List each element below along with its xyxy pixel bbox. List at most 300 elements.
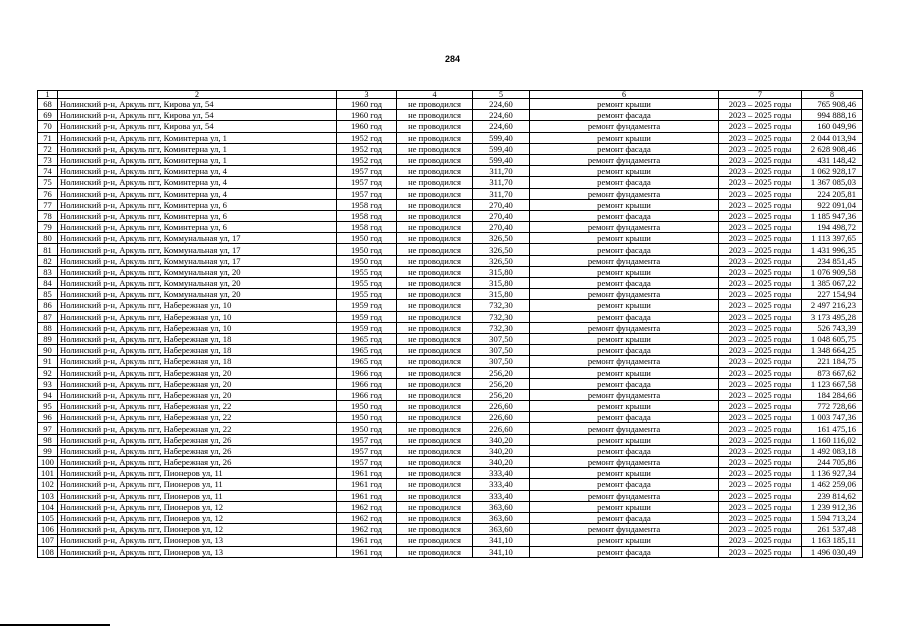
row-number: 80 [38, 233, 58, 244]
address-cell: Нолинский р-н, Аркуль пгт, Набережная ул, 18 [58, 356, 337, 367]
work-type-cell: ремонт фундамента [530, 289, 719, 300]
work-type-cell: ремонт фундамента [530, 356, 719, 367]
cost-cell: 221 184,75 [802, 356, 863, 367]
work-type-cell: ремонт фасада [530, 512, 719, 523]
work-type-cell: ремонт фундамента [530, 154, 719, 165]
last-repair-cell: не проводился [397, 457, 473, 468]
period-cell: 2023 – 2025 годы [719, 345, 802, 356]
last-repair-cell: не проводился [397, 222, 473, 233]
row-number: 82 [38, 255, 58, 266]
work-type-cell: ремонт фундамента [530, 322, 719, 333]
year-built-cell: 1950 год [337, 255, 397, 266]
year-built-cell: 1957 год [337, 434, 397, 445]
last-repair-cell: не проводился [397, 244, 473, 255]
year-built-cell: 1965 год [337, 356, 397, 367]
table-row [38, 389, 863, 400]
work-type-cell: ремонт фасада [530, 177, 719, 188]
address-cell: Нолинский р-н, Аркуль пгт, Набережная ул, 22 [58, 412, 337, 423]
address-cell: Нолинский р-н, Аркуль пгт, Набережная ул, 18 [58, 345, 337, 356]
cost-cell: 1 431 996,35 [802, 244, 863, 255]
work-type-cell: ремонт фасада [530, 445, 719, 456]
table-row [38, 333, 863, 344]
footer-rule [0, 624, 110, 626]
last-repair-cell: не проводился [397, 199, 473, 210]
last-repair-cell: не проводился [397, 445, 473, 456]
work-type-cell: ремонт фасада [530, 143, 719, 154]
page-number: 284 [444, 54, 461, 64]
period-cell: 2023 – 2025 годы [719, 222, 802, 233]
work-type-cell: ремонт фундамента [530, 389, 719, 400]
cost-cell: 227 154,94 [802, 289, 863, 300]
period-cell: 2023 – 2025 годы [719, 278, 802, 289]
period-cell: 2023 – 2025 годы [719, 255, 802, 266]
last-repair-cell: не проводился [397, 468, 473, 479]
period-cell: 2023 – 2025 годы [719, 479, 802, 490]
row-number: 98 [38, 434, 58, 445]
work-type-cell: ремонт фундамента [530, 490, 719, 501]
column-header: 6 [530, 91, 719, 99]
cost-cell: 772 728,66 [802, 401, 863, 412]
table-row [38, 412, 863, 423]
row-number: 74 [38, 166, 58, 177]
address-cell: Нолинский р-н, Аркуль пгт, Коммунальная ул, 17 [58, 255, 337, 266]
row-number: 81 [38, 244, 58, 255]
period-cell: 2023 – 2025 годы [719, 322, 802, 333]
address-cell: Нолинский р-н, Аркуль пгт, Пионеров ул, 11 [58, 490, 337, 501]
table-row [38, 266, 863, 277]
area-cell: 363,60 [473, 512, 530, 523]
period-cell: 2023 – 2025 годы [719, 210, 802, 221]
year-built-cell: 1959 год [337, 322, 397, 333]
last-repair-cell: не проводился [397, 412, 473, 423]
period-cell: 2023 – 2025 годы [719, 412, 802, 423]
cost-cell: 1 185 947,36 [802, 210, 863, 221]
work-type-cell: ремонт крыши [530, 266, 719, 277]
area-cell: 256,20 [473, 378, 530, 389]
area-cell: 224,60 [473, 110, 530, 121]
row-number: 103 [38, 490, 58, 501]
cost-cell: 1 003 747,36 [802, 412, 863, 423]
table-row [38, 490, 863, 501]
area-cell: 224,60 [473, 121, 530, 132]
row-number: 75 [38, 177, 58, 188]
year-built-cell: 1962 год [337, 512, 397, 523]
period-cell: 2023 – 2025 годы [719, 333, 802, 344]
cost-cell: 1 163 185,11 [802, 535, 863, 546]
period-cell: 2023 – 2025 годы [719, 244, 802, 255]
last-repair-cell: не проводился [397, 389, 473, 400]
address-cell: Нолинский р-н, Аркуль пгт, Кирова ул, 54 [58, 121, 337, 132]
area-cell: 599,40 [473, 132, 530, 143]
year-built-cell: 1957 год [337, 177, 397, 188]
address-cell: Нолинский р-н, Аркуль пгт, Кирова ул, 54 [58, 99, 337, 110]
area-cell: 315,80 [473, 289, 530, 300]
area-cell: 732,30 [473, 300, 530, 311]
area-cell: 326,50 [473, 244, 530, 255]
table-row [38, 311, 863, 322]
row-number: 72 [38, 143, 58, 154]
area-cell: 340,20 [473, 457, 530, 468]
column-header: 4 [397, 91, 473, 99]
table-row [38, 199, 863, 210]
year-built-cell: 1966 год [337, 389, 397, 400]
work-type-cell: ремонт фасада [530, 345, 719, 356]
period-cell: 2023 – 2025 годы [719, 233, 802, 244]
address-cell: Нолинский р-н, Аркуль пгт, Коммунальная ул, 20 [58, 278, 337, 289]
address-cell: Нолинский р-н, Аркуль пгт, Пионеров ул, 12 [58, 524, 337, 535]
cost-cell: 1 239 912,36 [802, 501, 863, 512]
work-type-cell: ремонт фасада [530, 378, 719, 389]
period-cell: 2023 – 2025 годы [719, 546, 802, 557]
table-row [38, 367, 863, 378]
table-body [38, 91, 863, 558]
period-cell: 2023 – 2025 годы [719, 490, 802, 501]
table-row [38, 524, 863, 535]
address-cell: Нолинский р-н, Аркуль пгт, Коминтерна ул, 1 [58, 132, 337, 143]
cost-cell: 922 091,04 [802, 199, 863, 210]
table-row [38, 300, 863, 311]
period-cell: 2023 – 2025 годы [719, 501, 802, 512]
area-cell: 224,60 [473, 99, 530, 110]
column-header: 3 [337, 91, 397, 99]
work-type-cell: ремонт фундамента [530, 121, 719, 132]
column-header: 8 [802, 91, 863, 99]
table-row [38, 143, 863, 154]
address-cell: Нолинский р-н, Аркуль пгт, Набережная ул, 20 [58, 389, 337, 400]
area-cell: 307,50 [473, 356, 530, 367]
cost-cell: 194 498,72 [802, 222, 863, 233]
period-cell: 2023 – 2025 годы [719, 389, 802, 400]
year-built-cell: 1961 год [337, 546, 397, 557]
column-header: 7 [719, 91, 802, 99]
last-repair-cell: не проводился [397, 524, 473, 535]
period-cell: 2023 – 2025 годы [719, 266, 802, 277]
cost-cell: 1 496 030,49 [802, 546, 863, 557]
year-built-cell: 1960 год [337, 121, 397, 132]
row-number: 73 [38, 154, 58, 165]
address-cell: Нолинский р-н, Аркуль пгт, Пионеров ул, 12 [58, 501, 337, 512]
cost-cell: 994 888,16 [802, 110, 863, 121]
row-number: 91 [38, 356, 58, 367]
period-cell: 2023 – 2025 годы [719, 121, 802, 132]
year-built-cell: 1950 год [337, 244, 397, 255]
work-type-cell: ремонт фасада [530, 412, 719, 423]
last-repair-cell: не проводился [397, 479, 473, 490]
row-number: 87 [38, 311, 58, 322]
last-repair-cell: не проводился [397, 166, 473, 177]
period-cell: 2023 – 2025 годы [719, 188, 802, 199]
last-repair-cell: не проводился [397, 322, 473, 333]
cost-cell: 234 851,45 [802, 255, 863, 266]
period-cell: 2023 – 2025 годы [719, 445, 802, 456]
address-cell: Нолинский р-н, Аркуль пгт, Пионеров ул, 11 [58, 468, 337, 479]
row-number: 86 [38, 300, 58, 311]
cost-cell: 224 205,81 [802, 188, 863, 199]
period-cell: 2023 – 2025 годы [719, 535, 802, 546]
table-row [38, 535, 863, 546]
row-number: 105 [38, 512, 58, 523]
area-cell: 307,50 [473, 333, 530, 344]
cost-cell: 1 492 083,18 [802, 445, 863, 456]
address-cell: Нолинский р-н, Аркуль пгт, Пионеров ул, 11 [58, 479, 337, 490]
row-number: 90 [38, 345, 58, 356]
last-repair-cell: не проводился [397, 143, 473, 154]
cost-cell: 1 367 085,03 [802, 177, 863, 188]
address-cell: Нолинский р-н, Аркуль пгт, Коминтерна ул, 6 [58, 210, 337, 221]
table-row [38, 322, 863, 333]
area-cell: 270,40 [473, 199, 530, 210]
table-row [38, 132, 863, 143]
last-repair-cell: не проводился [397, 401, 473, 412]
address-cell: Нолинский р-н, Аркуль пгт, Коминтерна ул, 1 [58, 143, 337, 154]
year-built-cell: 1950 год [337, 233, 397, 244]
row-number: 78 [38, 210, 58, 221]
cost-cell: 2 497 216,23 [802, 300, 863, 311]
address-cell: Нолинский р-н, Аркуль пгт, Набережная ул, 22 [58, 423, 337, 434]
year-built-cell: 1950 год [337, 412, 397, 423]
address-cell: Нолинский р-н, Аркуль пгт, Коммунальная ул, 17 [58, 233, 337, 244]
cost-cell: 1 348 664,25 [802, 345, 863, 356]
row-number: 96 [38, 412, 58, 423]
work-type-cell: ремонт фундамента [530, 457, 719, 468]
area-cell: 363,60 [473, 501, 530, 512]
column-header: 1 [38, 91, 58, 99]
year-built-cell: 1965 год [337, 333, 397, 344]
last-repair-cell: не проводился [397, 99, 473, 110]
period-cell: 2023 – 2025 годы [719, 132, 802, 143]
cost-cell: 239 814,62 [802, 490, 863, 501]
year-built-cell: 1959 год [337, 311, 397, 322]
cost-cell: 1 048 605,75 [802, 333, 863, 344]
row-number: 79 [38, 222, 58, 233]
last-repair-cell: не проводился [397, 278, 473, 289]
table-row [38, 378, 863, 389]
cost-cell: 2 628 908,46 [802, 143, 863, 154]
address-cell: Нолинский р-н, Аркуль пгт, Набережная ул, 18 [58, 333, 337, 344]
period-cell: 2023 – 2025 годы [719, 154, 802, 165]
cost-cell: 1 160 116,02 [802, 434, 863, 445]
row-number: 93 [38, 378, 58, 389]
work-type-cell: ремонт фасада [530, 479, 719, 490]
area-cell: 732,30 [473, 322, 530, 333]
area-cell: 315,80 [473, 266, 530, 277]
area-cell: 311,70 [473, 166, 530, 177]
year-built-cell: 1966 год [337, 378, 397, 389]
last-repair-cell: не проводился [397, 300, 473, 311]
table-row [38, 188, 863, 199]
cost-cell: 1 462 259,06 [802, 479, 863, 490]
table-row [38, 457, 863, 468]
row-number: 108 [38, 546, 58, 557]
area-cell: 226,60 [473, 423, 530, 434]
year-built-cell: 1965 год [337, 345, 397, 356]
address-cell: Нолинский р-н, Аркуль пгт, Набережная ул, 10 [58, 322, 337, 333]
table-row [38, 233, 863, 244]
period-cell: 2023 – 2025 годы [719, 468, 802, 479]
table-row [38, 278, 863, 289]
table-row [38, 546, 863, 557]
period-cell: 2023 – 2025 годы [719, 356, 802, 367]
address-cell: Нолинский р-н, Аркуль пгт, Набережная ул, 20 [58, 367, 337, 378]
period-cell: 2023 – 2025 годы [719, 110, 802, 121]
work-type-cell: ремонт крыши [530, 233, 719, 244]
cost-cell: 1 385 067,22 [802, 278, 863, 289]
year-built-cell: 1955 год [337, 278, 397, 289]
table-row [38, 222, 863, 233]
last-repair-cell: не проводился [397, 110, 473, 121]
work-type-cell: ремонт крыши [530, 468, 719, 479]
cost-cell: 526 743,39 [802, 322, 863, 333]
address-cell: Нолинский р-н, Аркуль пгт, Коминтерна ул, 4 [58, 177, 337, 188]
cost-cell: 160 049,96 [802, 121, 863, 132]
work-type-cell: ремонт фундамента [530, 188, 719, 199]
period-cell: 2023 – 2025 годы [719, 300, 802, 311]
last-repair-cell: не проводился [397, 289, 473, 300]
table-row [38, 255, 863, 266]
area-cell: 363,60 [473, 524, 530, 535]
table-row [38, 99, 863, 110]
row-number: 102 [38, 479, 58, 490]
row-number: 99 [38, 445, 58, 456]
area-cell: 333,40 [473, 490, 530, 501]
work-type-cell: ремонт крыши [530, 132, 719, 143]
row-number: 94 [38, 389, 58, 400]
table-row [38, 468, 863, 479]
area-cell: 341,10 [473, 546, 530, 557]
last-repair-cell: не проводился [397, 423, 473, 434]
period-cell: 2023 – 2025 годы [719, 166, 802, 177]
period-cell: 2023 – 2025 годы [719, 367, 802, 378]
row-number: 92 [38, 367, 58, 378]
work-type-cell: ремонт фасада [530, 311, 719, 322]
table-row [38, 479, 863, 490]
row-number: 76 [38, 188, 58, 199]
last-repair-cell: не проводился [397, 546, 473, 557]
year-built-cell: 1952 год [337, 132, 397, 143]
period-cell: 2023 – 2025 годы [719, 512, 802, 523]
last-repair-cell: не проводился [397, 311, 473, 322]
work-type-cell: ремонт крыши [530, 367, 719, 378]
last-repair-cell: не проводился [397, 210, 473, 221]
last-repair-cell: не проводился [397, 154, 473, 165]
table-row [38, 401, 863, 412]
table-row [38, 423, 863, 434]
last-repair-cell: не проводился [397, 177, 473, 188]
row-number: 107 [38, 535, 58, 546]
year-built-cell: 1960 год [337, 99, 397, 110]
table-row [38, 166, 863, 177]
area-cell: 333,40 [473, 468, 530, 479]
last-repair-cell: не проводился [397, 490, 473, 501]
last-repair-cell: не проводился [397, 255, 473, 266]
area-cell: 599,40 [473, 154, 530, 165]
year-built-cell: 1955 год [337, 289, 397, 300]
period-cell: 2023 – 2025 годы [719, 378, 802, 389]
address-cell: Нолинский р-н, Аркуль пгт, Коминтерна ул, 4 [58, 166, 337, 177]
year-built-cell: 1955 год [337, 266, 397, 277]
area-cell: 326,50 [473, 255, 530, 266]
address-cell: Нолинский р-н, Аркуль пгт, Набережная ул, 10 [58, 300, 337, 311]
row-number: 101 [38, 468, 58, 479]
year-built-cell: 1957 год [337, 166, 397, 177]
year-built-cell: 1958 год [337, 222, 397, 233]
year-built-cell: 1961 год [337, 535, 397, 546]
address-cell: Нолинский р-н, Аркуль пгт, Набережная ул, 26 [58, 457, 337, 468]
last-repair-cell: не проводился [397, 266, 473, 277]
row-number: 70 [38, 121, 58, 132]
cost-cell: 1 113 397,65 [802, 233, 863, 244]
address-cell: Нолинский р-н, Аркуль пгт, Набережная ул, 26 [58, 434, 337, 445]
year-built-cell: 1957 год [337, 188, 397, 199]
row-number: 68 [38, 99, 58, 110]
address-cell: Нолинский р-н, Аркуль пгт, Набережная ул, 26 [58, 445, 337, 456]
cost-cell: 1 062 928,17 [802, 166, 863, 177]
area-cell: 307,50 [473, 345, 530, 356]
cost-cell: 261 537,48 [802, 524, 863, 535]
cost-cell: 2 044 013,94 [802, 132, 863, 143]
year-built-cell: 1958 год [337, 199, 397, 210]
year-built-cell: 1959 год [337, 300, 397, 311]
area-cell: 226,60 [473, 412, 530, 423]
year-built-cell: 1962 год [337, 501, 397, 512]
address-cell: Нолинский р-н, Аркуль пгт, Коминтерна ул, 6 [58, 222, 337, 233]
row-number: 88 [38, 322, 58, 333]
last-repair-cell: не проводился [397, 501, 473, 512]
work-type-cell: ремонт фасада [530, 244, 719, 255]
address-cell: Нолинский р-н, Аркуль пгт, Коминтерна ул, 4 [58, 188, 337, 199]
cost-cell: 431 148,42 [802, 154, 863, 165]
area-cell: 256,20 [473, 367, 530, 378]
area-cell: 340,20 [473, 434, 530, 445]
cost-cell: 3 173 495,28 [802, 311, 863, 322]
year-built-cell: 1961 год [337, 490, 397, 501]
work-type-cell: ремонт фасада [530, 278, 719, 289]
area-cell: 599,40 [473, 143, 530, 154]
address-cell: Нолинский р-н, Аркуль пгт, Пионеров ул, 13 [58, 535, 337, 546]
area-cell: 341,10 [473, 535, 530, 546]
row-number: 69 [38, 110, 58, 121]
cost-cell: 873 667,62 [802, 367, 863, 378]
table-row [38, 501, 863, 512]
work-type-cell: ремонт крыши [530, 166, 719, 177]
work-type-cell: ремонт фасада [530, 210, 719, 221]
year-built-cell: 1950 год [337, 401, 397, 412]
row-number: 95 [38, 401, 58, 412]
work-type-cell: ремонт крыши [530, 434, 719, 445]
area-cell: 340,20 [473, 445, 530, 456]
address-cell: Нолинский р-н, Аркуль пгт, Коминтерна ул, 1 [58, 154, 337, 165]
address-cell: Нолинский р-н, Аркуль пгт, Набережная ул, 20 [58, 378, 337, 389]
area-cell: 311,70 [473, 177, 530, 188]
row-number: 77 [38, 199, 58, 210]
last-repair-cell: не проводился [397, 345, 473, 356]
work-type-cell: ремонт крыши [530, 300, 719, 311]
row-number: 89 [38, 333, 58, 344]
last-repair-cell: не проводился [397, 367, 473, 378]
cost-cell: 184 284,66 [802, 389, 863, 400]
cost-cell: 1 076 909,58 [802, 266, 863, 277]
year-built-cell: 1952 год [337, 143, 397, 154]
work-type-cell: ремонт фундамента [530, 255, 719, 266]
year-built-cell: 1958 год [337, 210, 397, 221]
area-cell: 256,20 [473, 389, 530, 400]
area-cell: 315,80 [473, 278, 530, 289]
cost-cell: 244 705,86 [802, 457, 863, 468]
row-number: 83 [38, 266, 58, 277]
year-built-cell: 1962 год [337, 524, 397, 535]
row-number: 84 [38, 278, 58, 289]
cost-cell: 765 908,46 [802, 99, 863, 110]
